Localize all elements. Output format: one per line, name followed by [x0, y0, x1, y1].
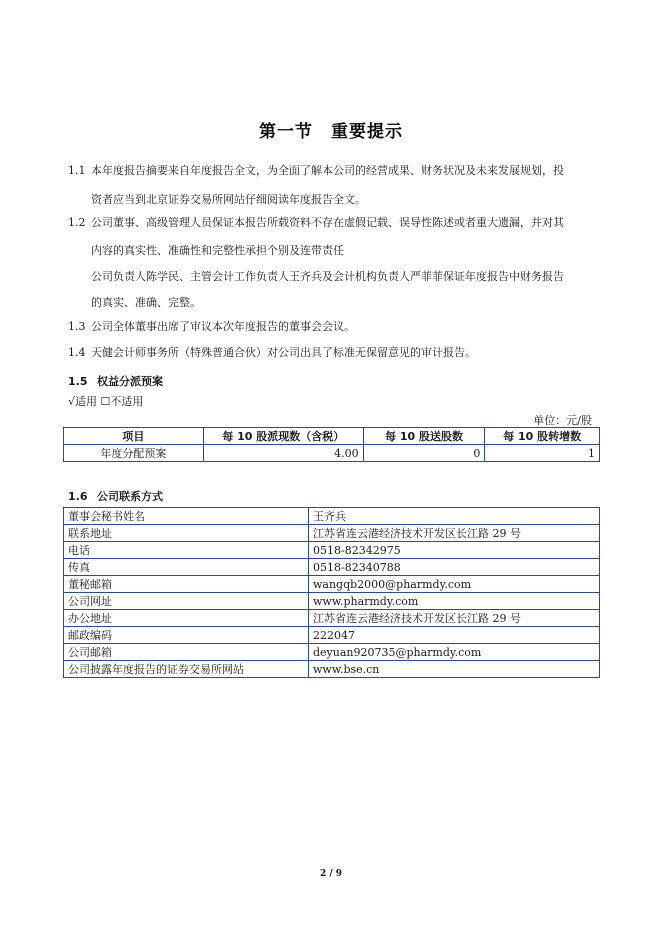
contact-value-cell: 王齐兵 [309, 508, 600, 525]
contact-label-cell: 办公地址 [64, 610, 309, 627]
contact-table [63, 507, 600, 678]
table-row [64, 525, 600, 542]
table-header-row [64, 428, 600, 445]
contact-label-cell: 公司邮箱 [64, 644, 309, 661]
contact-value-cell: deyuan920735@pharmdy.com [309, 644, 600, 661]
contact-label-cell: 董秘邮箱 [64, 576, 309, 593]
table-row [64, 542, 600, 559]
table-row [64, 508, 600, 525]
paragraph-text: 天健会计师事务所（特殊普通合伙）对公司出具了标准无保留意见的审计报告。 [91, 346, 476, 359]
paragraph-text: 本年度报告摘要来自年度报告全文，为全面了解本公司的经营成果、财务状况及未来发展规划，投 [91, 164, 564, 177]
table-header-cell: 每 10 股派现数（含税） [203, 428, 363, 445]
table-row [64, 644, 600, 661]
contact-label-cell: 公司披露年度报告的证券交易所网站 [64, 661, 309, 678]
dividend-table [63, 427, 600, 462]
paragraph-text: 资者应当到北京证券交易所网站仔细阅读年度报告全文。 [91, 193, 366, 206]
contact-label-cell: 电话 [64, 542, 309, 559]
table-row [64, 576, 600, 593]
table-cell: 1 [485, 445, 600, 462]
table-header-cell: 每 10 股送股数 [363, 428, 485, 445]
table-row [64, 627, 600, 644]
section-number: 1.5 [68, 375, 88, 388]
page-number: 2 / 9 [319, 869, 343, 879]
table-cell: 0 [363, 445, 485, 462]
table-cell: 4.00 [203, 445, 363, 462]
table-row [64, 610, 600, 627]
table-header-cell: 每 10 股转增数 [485, 428, 600, 445]
table-header-cell: 项目 [64, 428, 204, 445]
section-title: 第一节 重要提示 [259, 122, 403, 142]
contact-label-cell: 邮政编码 [64, 627, 309, 644]
contact-label-cell: 董事会秘书姓名 [64, 508, 309, 525]
table-cell: 年度分配预案 [64, 445, 204, 462]
paragraph-text: 内容的真实性、准确性和完整性承担个别及连带责任 [91, 244, 344, 257]
contact-label-cell: 传真 [64, 559, 309, 576]
contact-label-cell: 联系地址 [64, 525, 309, 542]
table-row [64, 661, 600, 678]
dividend-heading [68, 373, 163, 389]
contact-label-cell: 公司网址 [64, 593, 309, 610]
paragraph-text: 公司全体董事出席了审议本次年度报告的董事会会议。 [91, 320, 355, 333]
contact-value-cell: www.bse.cn [309, 661, 600, 678]
contact-value-cell: 0518-82342975 [309, 542, 600, 559]
table-row [64, 593, 600, 610]
contact-heading [68, 488, 163, 504]
unit-label: 单位：元/股 [533, 414, 592, 427]
contact-value-cell: 0518-82340788 [309, 559, 600, 576]
paragraph-number: 1.2 [68, 216, 86, 229]
contact-value-cell: 江苏省连云港经济技术开发区长江路 29 号 [309, 610, 600, 627]
section-number: 1.6 [68, 490, 88, 503]
applicable-checkbox-line: √适用 ☐不适用 [68, 395, 144, 408]
contact-value-cell: 222047 [309, 627, 600, 644]
paragraph-text: 公司董事、高级管理人员保证本报告所载资料不存在虚假记载、误导性陈述或者重大遗漏，并对其 [91, 216, 564, 229]
paragraph-number: 1.4 [68, 346, 86, 359]
paragraph-number: 1.3 [68, 320, 86, 333]
contact-value-cell: www.pharmdy.com [309, 593, 600, 610]
table-row [64, 559, 600, 576]
table-row [64, 445, 600, 462]
paragraph-text: 公司负责人陈学民、主管会计工作负责人王齐兵及会计机构负责人严菲菲保证年度报告中财务报告 [91, 270, 564, 283]
section-heading-text: 公司联系方式 [97, 490, 163, 503]
paragraph-number: 1.1 [68, 164, 86, 177]
contact-value-cell: wangqb2000@pharmdy.com [309, 576, 600, 593]
paragraph-text: 的真实、准确、完整。 [91, 296, 201, 309]
contact-value-cell: 江苏省连云港经济技术开发区长江路 29 号 [309, 525, 600, 542]
section-heading-text: 权益分派预案 [97, 375, 163, 388]
